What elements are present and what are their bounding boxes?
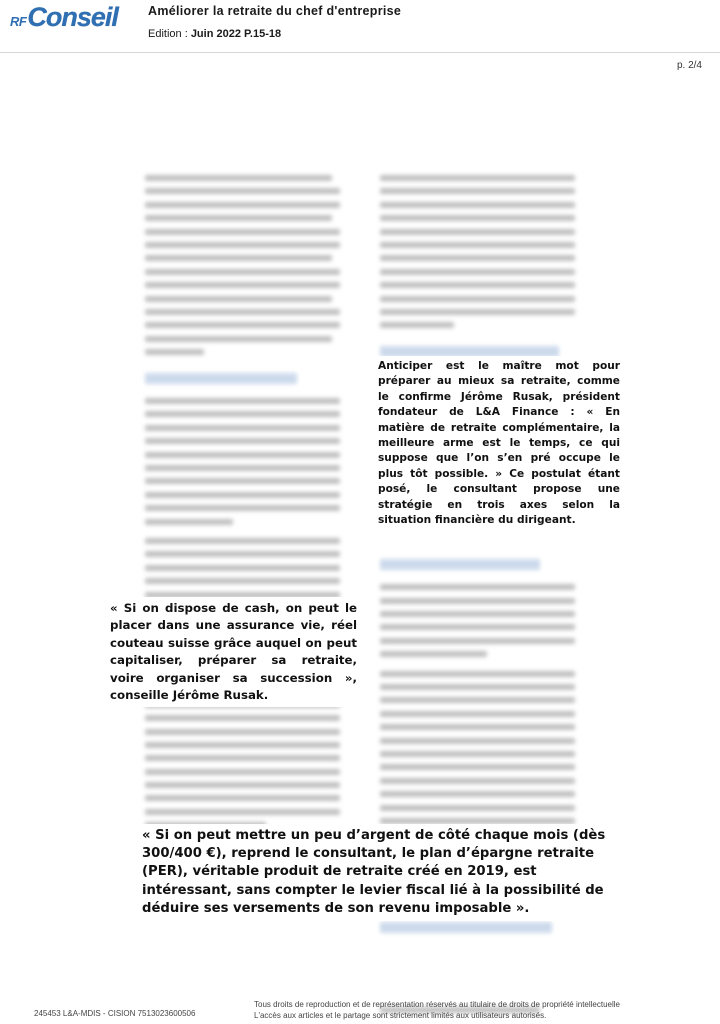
blurred-text-line [145,411,340,417]
blurred-text-line [145,282,340,288]
blurred-text-line [380,242,575,248]
blurred-text-line [145,229,340,235]
blurred-text-line [145,478,340,484]
blurred-text-line [145,242,340,248]
blurred-text-line [145,755,340,761]
logo-prefix: RF [10,14,27,29]
blurred-text-line [380,611,575,617]
blurred-gap [380,665,575,671]
blurred-text-line [145,175,332,181]
blurred-article-body [145,175,585,935]
blurred-text-line [145,438,340,444]
blurred-text-line [145,202,340,208]
rfconseil-logo [10,2,118,32]
footer-copyright-line-2: L'accès aux articles et le partage sont strictement limités aux utilisateurs autorisés. [254,1011,547,1020]
blurred-text-line [380,309,575,315]
blurred-text-line [380,764,575,770]
blurred-text-line [145,578,340,584]
blurred-text-line [380,282,575,288]
blurred-subheading [145,373,297,384]
blurred-text-line [145,551,340,557]
blurred-text-line [380,697,575,703]
blurred-text-line [380,738,575,744]
header-divider [0,52,720,53]
edition-info [148,28,281,40]
blurred-text-line [145,336,332,342]
blurred-text-line [145,565,340,571]
blurred-text-line [380,624,575,630]
blurred-text-line [145,492,340,498]
blurred-text-line [145,309,340,315]
blurred-text-line [145,782,340,788]
pull-quote-anticiper: Anticiper est le maître mot pour préparer au mieux sa retraite, comme le confirme Jérôme Rusak, président fondateur de L&A Finance : « En matière de retraite complémentaire, la meilleure arme est le temps, ce qui suppose que l’on s’en pré occupe le plus tôt possible. » Ce postulat étant posé, le consultant propose une stratégie en trois axes selon la situation financière du dirigeant. [376,356,622,531]
blurred-subheading [380,922,552,933]
document-title: Améliorer la retraite du chef d'entreprise [148,4,402,18]
blurred-text-line [380,188,575,194]
blurred-text-line [380,778,575,784]
blurred-text-line [145,255,332,261]
blurred-text-line [145,519,233,525]
blurred-text-line [145,322,340,328]
blurred-text-line [145,505,340,511]
blurred-text-line [145,452,340,458]
blurred-text-line [145,349,204,355]
blurred-text-line [380,322,454,328]
blurred-text-line [380,598,575,604]
pull-quote-per: « Si on peut mettre un peu d’argent de côté chaque mois (dès 300/400 €), reprend le consultant, le plan d’épargne retraite (PER), véritable produit de retraite créé en 2019, est intéressant, sans compter le levier fiscal lié à la possibilité de déduire ses versements de son revenu imposable ». [138,824,624,921]
blurred-text-line [145,729,340,735]
blurred-text-line [145,465,340,471]
blurred-text-line [380,638,575,644]
edition-label: Edition : [148,28,191,40]
blurred-text-line [145,742,340,748]
blurred-text-line [380,724,575,730]
blurred-text-line [145,188,340,194]
blurred-text-line [380,711,575,717]
blurred-text-line [380,651,487,657]
blurred-text-line [380,751,575,757]
blurred-text-line [145,269,340,275]
blurred-text-line [380,269,575,275]
blurred-subheading [380,559,540,570]
blurred-text-line [380,175,575,181]
pull-quote-assurance-vie: « Si on dispose de cash, on peut le placer dans une assurance vie, réel couteau suisse grâce auquel on peut capitaliser, préparer sa retraite, voire organiser sa succession », conseille Jérôme Rusak. [108,597,359,707]
blurred-text-line [145,398,340,404]
blurred-text-line [145,769,340,775]
blurred-text-line [145,795,340,801]
page-number: p. 2/4 [676,60,702,71]
blurred-text-line [380,791,575,797]
blurred-text-line [145,215,332,221]
logo-name: Conseil [27,2,118,32]
blurred-text-line [380,584,575,590]
blurred-text-line [380,255,575,261]
edition-value: Juin 2022 P.15-18 [190,28,282,40]
footer-reference: 245453 L&A-MDIS - CISION 7513023600506 [34,1009,196,1018]
blurred-text-line [145,715,340,721]
blurred-text-line [145,538,340,544]
blurred-text-line [380,671,575,677]
blurred-text-line [145,425,340,431]
blurred-text-line [380,215,575,221]
blurred-text-line [145,296,332,302]
blurred-text-line [380,296,575,302]
footer-copyright-line-1: Tous droits de reproduction et de représentation réservés au titulaire de droits de propriété intellectuelle [254,1000,620,1009]
blurred-text-line [380,229,575,235]
blurred-text-line [380,805,575,811]
footer-copyright [254,999,620,1021]
blurred-text-line [145,809,340,815]
blurred-text-line [380,684,575,690]
blurred-text-line [380,202,575,208]
blurred-column-left [145,175,340,868]
